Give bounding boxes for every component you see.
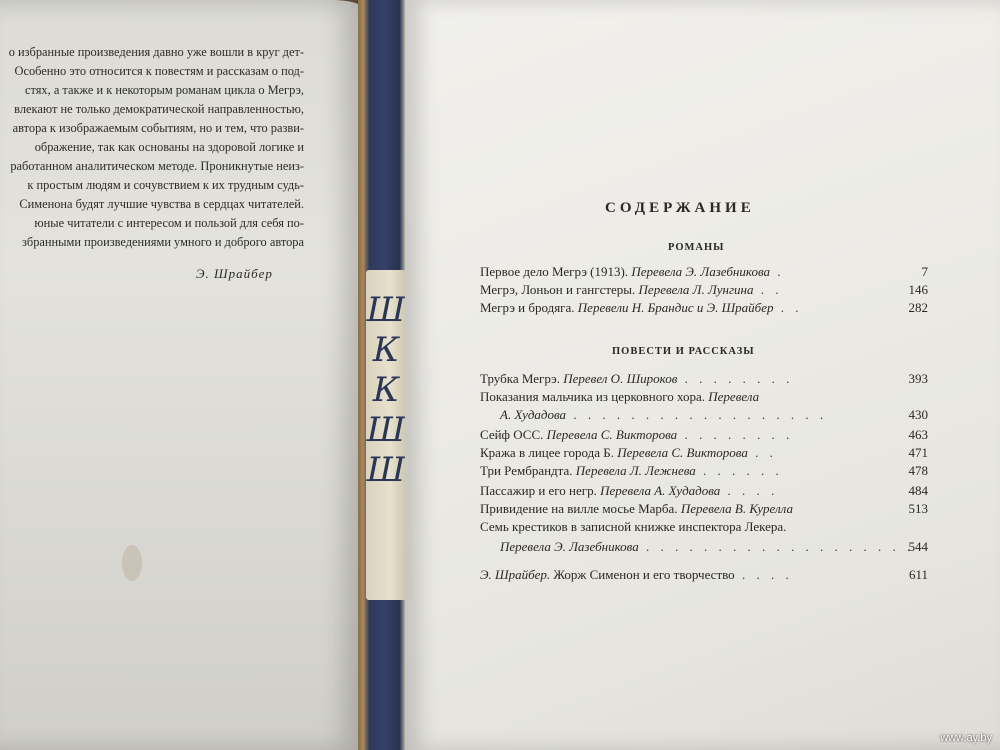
entry-page-number: 544 <box>908 539 928 554</box>
section-heading-novels: РОМАНЫ <box>668 242 725 253</box>
spine-letter: К <box>372 330 400 370</box>
toc-title: СОДЕРЖАНИЕ <box>605 200 755 216</box>
text-line: влекают не только демократической направленностью, <box>14 102 304 116</box>
entry-translator: Перевел О. Широков <box>563 371 678 386</box>
text-line: ображение, так как основаны на здоровой логике и <box>34 140 304 154</box>
entry-page-number: 146 <box>908 282 928 297</box>
entry-leader-dots: . . . . <box>734 567 793 582</box>
toc-entry <box>480 370 928 388</box>
entry-page-number: 430 <box>908 407 928 422</box>
entry-title: Семь крестиков в записной книжке инспектора Лекера. <box>480 519 787 534</box>
entry-leader-dots: . . <box>747 445 777 460</box>
entry-title: Трубка Мегрэ. <box>480 371 560 386</box>
entry-page-number: 393 <box>908 371 928 386</box>
entry-leader-dots: . . . . <box>720 483 779 498</box>
entry-page-number: 513 <box>908 501 928 516</box>
toc-entry <box>480 444 928 462</box>
toc-entry <box>480 263 928 281</box>
entry-title: Мегрэ, Лоньон и гангстеры. <box>480 282 636 297</box>
entry-page-number: 484 <box>908 483 928 498</box>
entry-leader-dots: . . <box>773 300 803 315</box>
entry-leader-dots: . <box>770 264 785 279</box>
text-line: к простым людям и сочувствием к их трудным судь- <box>27 178 304 192</box>
spine-letter: Ш <box>366 450 406 490</box>
entry-title: Первое дело Мегрэ (1913). <box>480 264 629 279</box>
entry-leader-dots: . . . . . . . . . . . . . . . . . . . <box>638 539 915 554</box>
text-line: работанном аналитическом методе. Проникнутые неиз- <box>10 159 304 173</box>
toc-entry-afterword <box>480 566 928 584</box>
entry-translator: Перевела С. Викторова <box>617 445 748 460</box>
entry-translator: Перевела С. Викторова <box>546 427 678 442</box>
entry-translator: Перевели Н. Брандис и Э. Шрайбер <box>577 300 774 315</box>
entry-title: Пассажир и его негр. <box>480 483 597 498</box>
toc-entry-continuation <box>480 406 928 424</box>
entry-page-number: 471 <box>908 445 928 460</box>
text-line: Особенно это относится к повестям и рассказам о под- <box>14 64 304 78</box>
entry-leader-dots: . . . . . . . . <box>677 371 794 386</box>
entry-author: Э. Шрайбер. <box>480 567 551 582</box>
entry-title: Кража в лицее города Б. <box>480 445 615 460</box>
entry-title: Три Рембрандта. <box>480 463 573 478</box>
entry-title: Сейф ОСС. <box>480 427 544 442</box>
entry-leader-dots: . . <box>753 282 783 297</box>
entry-translator: Перевела Э. Лазебникова <box>500 539 639 554</box>
toc-entry <box>480 482 928 500</box>
text-line: юные читатели с интересом и пользой для себя по- <box>34 216 304 230</box>
entry-translator: Перевела А. Худадова <box>600 483 721 498</box>
watermark: www.ay.by <box>940 732 992 744</box>
entry-translator: А. Худадова <box>500 407 567 422</box>
text-line: збранными произведениями умного и доброго автора <box>22 235 304 249</box>
paper-stain <box>122 545 142 581</box>
toc-entry <box>480 388 928 406</box>
entry-title: Привидение на вилле мосье Марба. <box>480 501 678 516</box>
entry-title: Мегрэ и бродяга. <box>480 300 575 315</box>
toc-entry <box>480 281 928 299</box>
text-line: Сименона будят лучшие чувства в сердцах читателей. <box>19 197 304 211</box>
entry-page-number: 7 <box>921 264 928 279</box>
entry-translator: Перевела Л. Лежнева <box>575 463 696 478</box>
spine-letter: Ш <box>366 290 406 330</box>
signature: Э. Шрайбер <box>196 266 273 281</box>
spine-lettering <box>366 290 406 590</box>
left-page-text <box>0 43 350 252</box>
text-line: стях, а также и к некоторым романам цикла о Мегрэ, <box>24 83 304 97</box>
entry-page-number: 463 <box>908 427 928 442</box>
toc-entry <box>480 426 928 444</box>
toc-entry-continuation <box>480 538 928 556</box>
entry-page-number: 611 <box>908 567 928 582</box>
section-heading-stories: ПОВЕСТИ И РАССКАЗЫ <box>612 346 755 357</box>
text-line: о избранные произведения давно уже вошли в круг дет- <box>8 45 304 59</box>
toc-entry <box>480 500 928 518</box>
entry-title: Жорж Сименон и его творчество <box>553 567 735 582</box>
spine-letter: К <box>372 370 400 410</box>
toc-entry <box>480 518 928 536</box>
toc-entry <box>480 299 928 317</box>
entry-leader-dots: . . . . . . . . . . . . . . . . . . <box>566 407 828 422</box>
toc-entry <box>480 462 928 480</box>
entry-translator: Перевела Л. Лунгина <box>638 282 754 297</box>
entry-page-number: 478 <box>908 463 928 478</box>
spine-letter: Ш <box>366 410 406 450</box>
entry-translator: Перевела Э. Лазебникова <box>631 264 771 279</box>
entry-leader-dots: . . . . . . <box>695 463 783 478</box>
entry-leader-dots: . . . . . . . . <box>677 427 794 442</box>
entry-translator: Перевела <box>708 389 760 404</box>
entry-title: Показания мальчика из церковного хора. <box>480 389 706 404</box>
text-line: автора к изображаемым событиям, но и тем, что разви- <box>12 121 304 135</box>
entry-translator: Перевела В. Курелла <box>680 501 793 516</box>
entry-page-number: 282 <box>908 300 928 315</box>
